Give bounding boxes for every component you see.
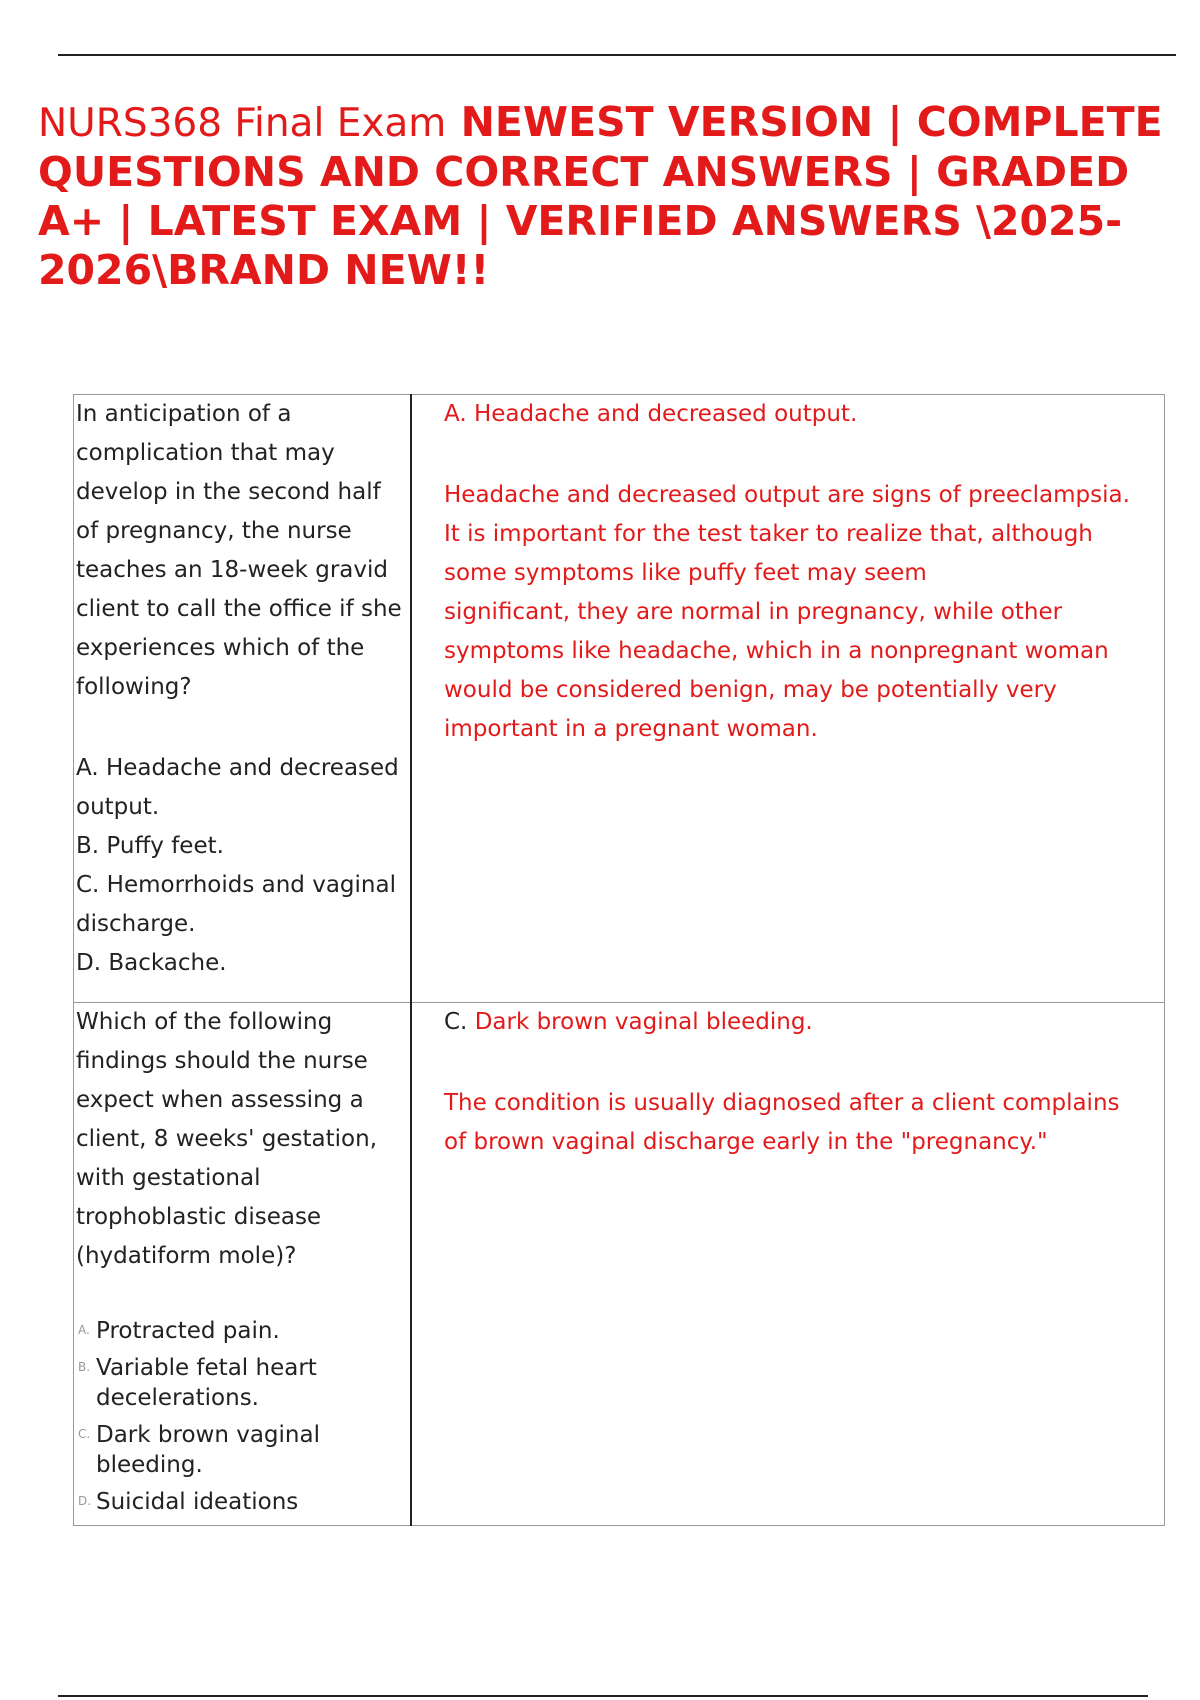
document-title	[38, 98, 1173, 295]
question-stem: In anticipation of a complication that may develop in the second half of pregnancy, the nurse teaches an 18-week gravid client to call the office if she experiences which of the following?	[76, 401, 402, 700]
option-text: Protracted pain.	[96, 1318, 280, 1344]
title-rest: NEWEST VERSION | COMPLETE QUESTIONS AND CORRECT ANSWERS | GRADED A+ | LATEST EXAM | VERIFIED ANSWERS \2025-2026\BRAND NEW!!	[38, 98, 1163, 294]
question-stem: Which of the following findings should the nurse expect when assessing a client, 8 weeks' gestation, with gestational trophoblastic disease (hydatiform mole)?	[76, 1009, 377, 1269]
option-marker: D.	[78, 1494, 92, 1508]
top-rule	[58, 54, 1176, 56]
answer-cell	[411, 1003, 1165, 1526]
option-marker: C.	[78, 1427, 91, 1441]
bottom-rule	[58, 1695, 1148, 1697]
option-d: D. Backache.	[76, 950, 227, 976]
correct-answer	[444, 1003, 1148, 1042]
rationale-line: significant, they are normal in pregnancy, while other symptoms like headache, which in a nonpregnant woman would be considered benign, may be potentially very	[444, 599, 1109, 703]
correct-answer: A. Headache and decreased output.	[444, 401, 858, 427]
option-a	[76, 1316, 406, 1346]
option-text: Suicidal ideations	[96, 1489, 299, 1515]
answer-text: Dark brown vaginal bleeding.	[474, 1009, 813, 1035]
question-cell	[74, 395, 412, 1003]
option-a: A. Headache and decreased output.	[76, 755, 399, 820]
option-marker: B.	[78, 1360, 91, 1374]
option-c	[76, 1420, 406, 1480]
title-lead: NURS368 Final Exam	[38, 101, 447, 146]
rationale-line: Headache and decreased output are signs of preeclampsia. It is important for the test taker to realize that, although some symptoms like puffy feet may seem	[444, 482, 1130, 586]
option-b	[76, 1353, 406, 1413]
option-b: B. Puffy feet.	[76, 833, 224, 859]
qa-row	[74, 395, 1165, 1003]
answer-prefix: C.	[444, 1009, 475, 1035]
qa-row	[74, 1003, 1165, 1526]
answer-cell	[411, 395, 1165, 1003]
rationale-line: important in a pregnant woman.	[444, 716, 818, 742]
page-bottom-margin	[0, 1527, 1200, 1687]
option-text: Variable fetal heart decelerations.	[96, 1355, 317, 1411]
option-d	[76, 1487, 406, 1517]
options-list	[76, 1316, 406, 1517]
qa-table	[73, 394, 1165, 1526]
option-c: C. Hemorrhoids and vaginal discharge.	[76, 872, 396, 937]
question-cell	[74, 1003, 412, 1526]
option-text: Dark brown vaginal bleeding.	[96, 1422, 320, 1478]
rationale-text: The condition is usually diagnosed after a client complains of brown vaginal discharge early in the "pregnancy."	[444, 1090, 1120, 1155]
option-marker: A.	[78, 1323, 90, 1337]
